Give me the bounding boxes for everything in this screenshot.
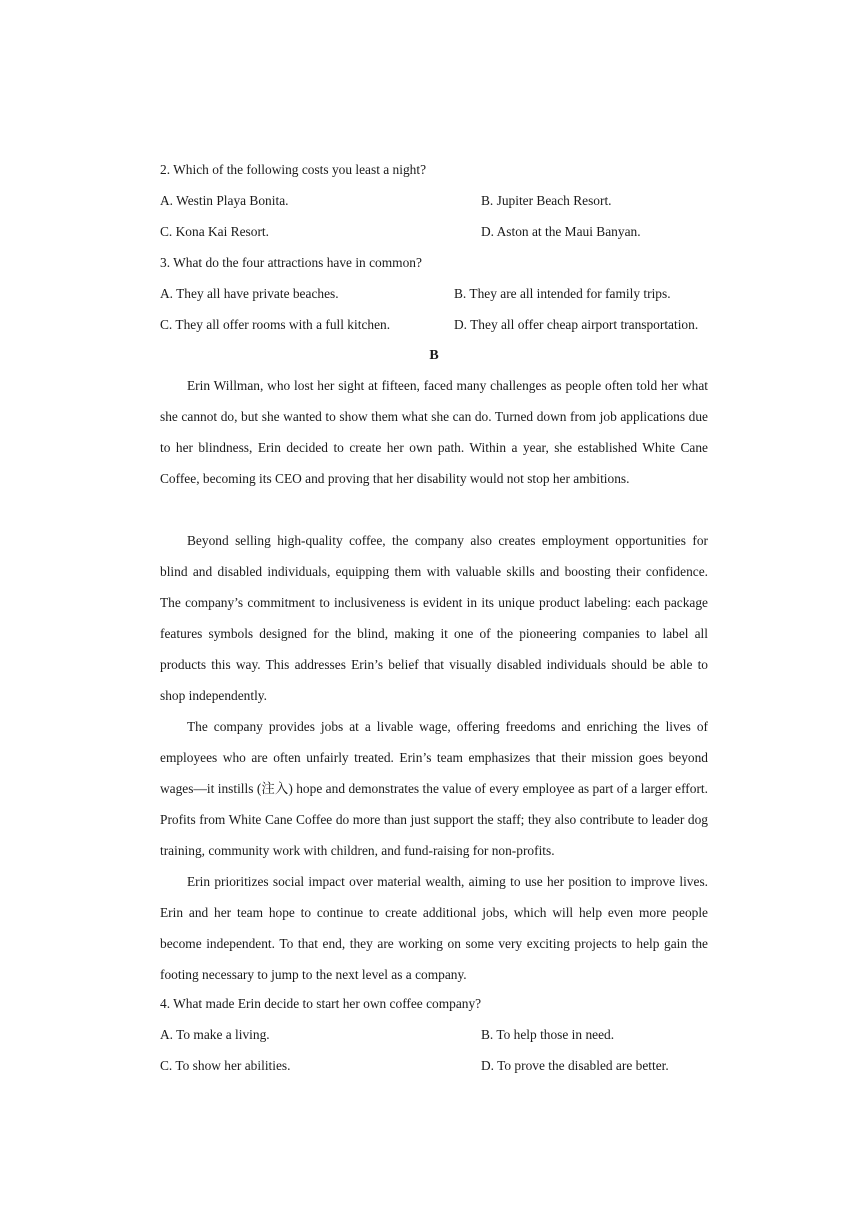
passage-paragraph-4: Erin prioritizes social impact over material wealth, aiming to use her position to improve lives. Erin and her team hope to continue to create additional jobs, which will help even more people become independent. To that end, they are working on some very exciting projects to help gain the footing necessary to jump to the next level as a company. [160, 874, 708, 982]
question-3-option-d: D. They all offer cheap airport transportation. [454, 317, 699, 332]
question-3-option-c: C. They all offer rooms with a full kitchen. [160, 317, 391, 332]
question-2-stem: 2. Which of the following costs you least a night? [160, 162, 427, 177]
question-2-option-a: A. Westin Playa Bonita. [160, 193, 289, 208]
question-3-option-a: A. They all have private beaches. [160, 286, 339, 301]
question-2-option-d: D. Aston at the Maui Banyan. [481, 224, 641, 239]
question-4-option-a: A. To make a living. [160, 1027, 270, 1042]
question-4-option-d: D. To prove the disabled are better. [481, 1058, 669, 1073]
passage-paragraph-1: Erin Willman, who lost her sight at fifteen, faced many challenges as people often told her what she cannot do, but she wanted to show them what she can do. Turned down from job applications due to her blindness, Erin decided to create her own path. Within a year, she established White Cane Coffee, becoming its CEO and proving that her disability would not stop her ambitions. [160, 378, 708, 486]
passage-paragraph-2: Beyond selling high-quality coffee, the company also creates employment opportunities for blind and disabled individuals, equipping them with valuable skills and boosting their confidence. The company’s commitment to inclusiveness is evident in its unique product labeling: each package features symbols designed for the blind, making it one of the pioneering companies to label all products this way. This addresses Erin’s belief that visually disabled individuals should be able to shop independently. [160, 533, 708, 703]
section-heading: B [429, 348, 439, 363]
question-4-option-b: B. To help those in need. [481, 1027, 615, 1042]
question-2-option-c: C. Kona Kai Resort. [160, 224, 269, 239]
passage-paragraph-3: The company provides jobs at a livable wage, offering freedoms and enriching the lives of employees who are often unfairly treated. Erin’s team emphasizes that their mission goes beyond wages—it instills (注入) hope and demonstrates the value of every employee as part of a larger effort. Profits from White Cane Coffee do more than just support the staff; they also contribute to leader dog training, community work with children, and fund-raising for non-profits. [160, 719, 708, 858]
question-4-stem: 4. What made Erin decide to start her own coffee company? [160, 996, 482, 1011]
question-3-option-b: B. They are all intended for family trips. [454, 286, 671, 301]
question-3-stem: 3. What do the four attractions have in common? [160, 255, 422, 270]
question-2-option-b: B. Jupiter Beach Resort. [481, 193, 612, 208]
question-4-option-c: C. To show her abilities. [160, 1058, 291, 1073]
